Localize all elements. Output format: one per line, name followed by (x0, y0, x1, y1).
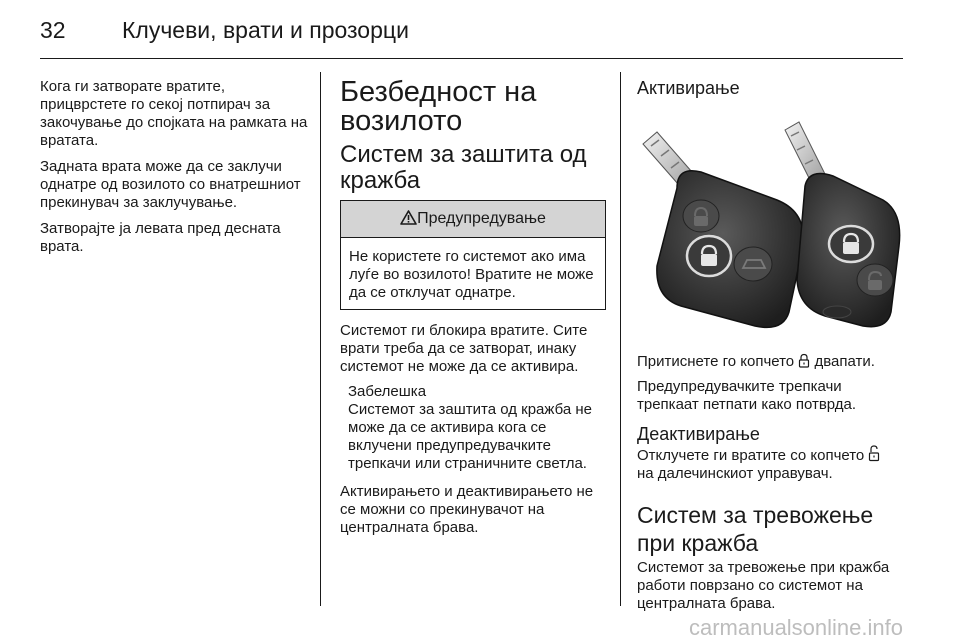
paragraph: Активирањето и деактивирањето не се можни со прекинувачот на централната брава. (340, 483, 594, 536)
paragraph: Системот за тревожење при кражба работи поврзано со системот на централната брава. (637, 559, 890, 612)
column-left (40, 78, 308, 264)
column-middle (340, 78, 606, 544)
paragraph: Задната врата може да се заклучи однатре од возилото со внатрешниот прекинувач за заклучување. (40, 158, 301, 211)
key-fob-illustration (637, 116, 903, 338)
lock-icon (798, 353, 810, 368)
warning-title: Предупредување (417, 210, 546, 227)
paragraph (637, 445, 903, 483)
note-text: Системот за заштита од кражба не може да се активира кога се вклучени предупредувачките трепкачи или страничните светла. (348, 401, 592, 472)
activate-text-end: двапати. (814, 353, 875, 370)
paragraph (637, 353, 903, 371)
warning-box (340, 200, 606, 310)
page-number: 32 (40, 17, 66, 43)
column-divider (620, 72, 621, 606)
warning-triangle-icon (400, 210, 417, 225)
activate-text: Притиснете го копчето (637, 353, 795, 370)
warning-header (341, 201, 605, 238)
alarm-heading: Систем за тревожење при кражба (637, 502, 874, 556)
watermark: carmanualsonline.info (688, 615, 903, 640)
note-block (348, 383, 606, 473)
paragraph: Затворајте ја левата пред десната врата. (40, 220, 281, 255)
note-title: Забелешка (348, 383, 427, 400)
paragraph: Кога ги затворате вратите, прицврстете го секој потпирач за закочување до спојката на рамката на вратата. (40, 78, 308, 149)
paragraph: Системот ги блокира вратите. Сите врати треба да се затворат, инаку системот не може да се активира. (340, 322, 588, 375)
deactivate-text: Отклучете ги вратите со копчето (637, 447, 865, 464)
activation-heading: Активирање (637, 78, 740, 98)
deactivation-heading: Деактивирање (637, 424, 760, 444)
warning-text: Не користете го системот ако има луѓе во возилото! Вратите не може да се отклучат однатре. (349, 248, 594, 301)
section-heading: Безбедност на возилото (340, 76, 537, 137)
deactivate-text-end: на далечинскиот управувач. (637, 465, 833, 482)
header-rule (40, 58, 903, 59)
subsection-heading: Систем за заштита од кражба (340, 141, 587, 194)
page-title: Клучеви, врати и прозорци (122, 17, 409, 43)
paragraph: Предупредувачките трепкачи трепкаат петпати како потврда. (637, 378, 857, 413)
unlock-icon (868, 445, 880, 462)
column-divider (320, 72, 321, 606)
column-right (637, 78, 903, 620)
